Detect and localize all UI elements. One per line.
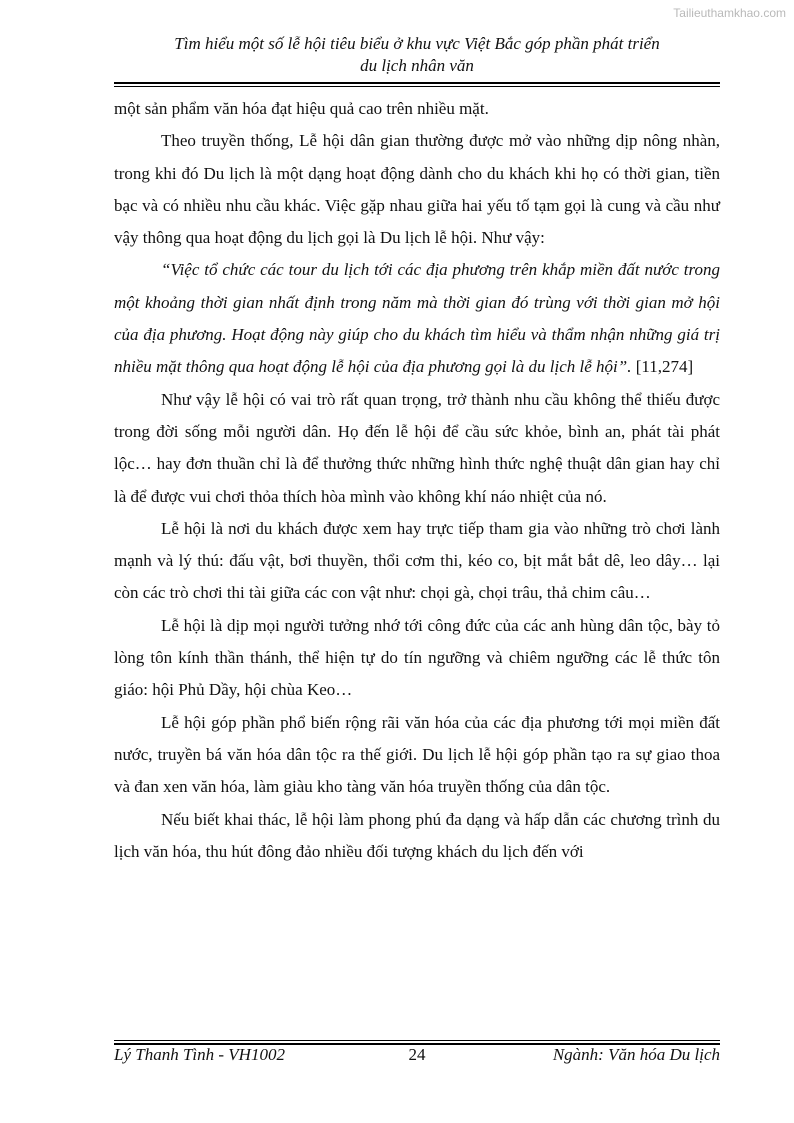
footer-major: Ngành: Văn hóa Du lịch bbox=[552, 1045, 720, 1064]
page-body bbox=[114, 93, 720, 868]
paragraph: Lễ hội là dịp mọi người tưởng nhớ tới công đức của các anh hùng dân tộc, bày tỏ lòng tôn kính thần thánh, thể hiện tự do tín ngưỡng và chiêm ngưỡng các lễ thức tôn giáo: hội Phủ Dầy, hội chùa Keo… bbox=[114, 615, 720, 700]
paragraph-continuation: một sản phẩm văn hóa đạt hiệu quả cao trên nhiều mặt. bbox=[114, 99, 489, 118]
paragraph: Nếu biết khai thác, lễ hội làm phong phú đa dạng và hấp dẫn các chương trình du lịch văn hóa, thu hút đông đảo nhiều đối tượng khách du lịch đến với bbox=[114, 809, 720, 861]
page-number: 24 bbox=[408, 1045, 426, 1064]
header-title-line-2: du lịch nhân văn bbox=[360, 56, 474, 75]
watermark: Tailieuthamkhao.com bbox=[673, 6, 786, 20]
header-rule-thin bbox=[114, 86, 720, 87]
block-quote bbox=[114, 254, 720, 383]
footer-rule-thin bbox=[114, 1040, 720, 1041]
running-footer bbox=[114, 1044, 720, 1066]
paragraph: Như vậy lễ hội có vai trò rất quan trọng, trở thành nhu cầu không thể thiếu được trong đời sống mỗi người dân. Họ đến lễ hội để cầu sức khỏe, bình an, phát tài phát lộc… hay đơn thuần chỉ là để thưởng thức những hình thức nghệ thuật dân gian hay chỉ là để được vui chơi thỏa thích hòa mình vào không khí náo nhiệt của nó. bbox=[114, 389, 720, 506]
header-rule bbox=[114, 82, 720, 84]
paragraph: Lễ hội là nơi du khách được xem hay trực tiếp tham gia vào những trò chơi lành mạnh và lý thú: đấu vật, bơi thuyền, thổi cơm thi, kéo co, bịt mắt bắt dê, leo dây… lại còn các trò chơi thi tài giữa các con vật như: chọi gà, chọi trâu, thả chim câu… bbox=[114, 518, 720, 603]
citation-reference: [11,274] bbox=[631, 357, 694, 377]
paragraph: Theo truyền thống, Lễ hội dân gian thường được mở vào những dịp nông nhàn, trong khi đó Du lịch là một dạng hoạt động dành cho du khách khi họ có thời gian, tiền bạc và có nhiều nhu cầu khác. Việc gặp nhau giữa hai yếu tố tạm gọi là cung và cầu như vậy thông qua hoạt động du lịch gọi là Du lịch lễ hội. Như vậy: bbox=[114, 131, 720, 248]
quote-text: “Việc tổ chức các tour du lịch tới các địa phương trên khắp miền đất nước trong một khoảng thời gian nhất định trong năm mà thời gian đó trùng với thời gian mở hội của địa phương. Hoạt động này giúp cho du khách tìm hiểu và thẩm nhận những giá trị nhiều mặt thông qua hoạt động lễ hội của địa phương gọi là du lịch lễ hội”. bbox=[114, 260, 720, 377]
header-title-line-1: Tìm hiểu một số lễ hội tiêu biểu ở khu vực Việt Bắc góp phần phát triển bbox=[174, 34, 660, 53]
footer-author: Lý Thanh Tình - VH1002 bbox=[114, 1045, 285, 1064]
running-header bbox=[114, 33, 720, 77]
paragraph: Lễ hội góp phần phổ biến rộng rãi văn hóa của các địa phương tới mọi miền đất nước, truyền bá văn hóa dân tộc ra thế giới. Du lịch lễ hội góp phần tạo ra sự giao thoa và đan xen văn hóa, làm giàu kho tàng văn hóa truyền thống của dân tộc. bbox=[114, 712, 720, 797]
